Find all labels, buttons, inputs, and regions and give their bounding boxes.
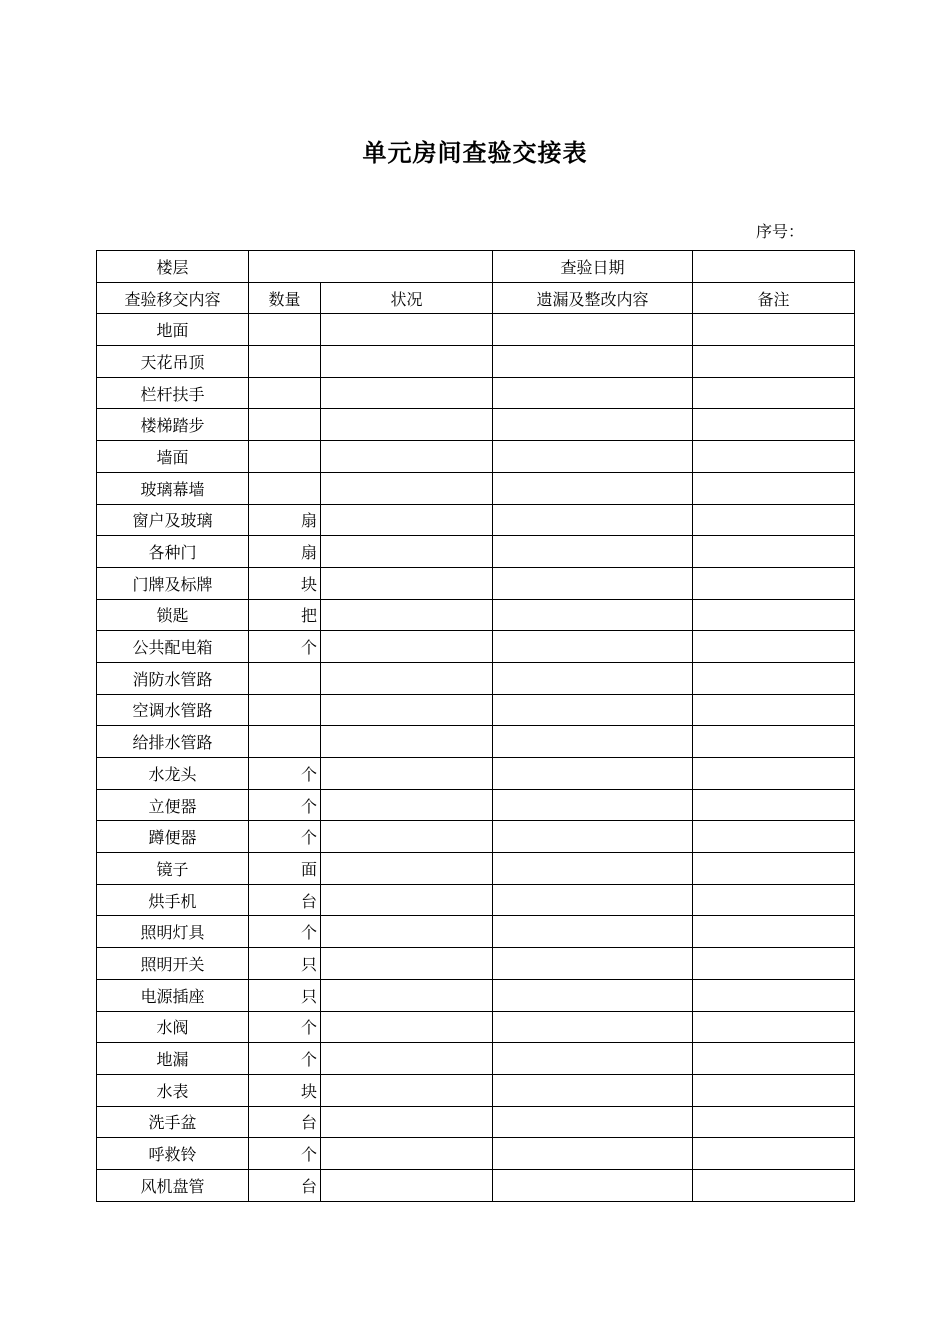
table-row — [97, 1074, 855, 1106]
column-header-condition: 状况 — [321, 282, 493, 314]
remarks-cell[interactable] — [693, 853, 855, 885]
table-row — [97, 884, 855, 916]
remarks-cell[interactable] — [693, 884, 855, 916]
omissions-cell[interactable] — [493, 726, 693, 758]
omissions-cell[interactable] — [493, 758, 693, 790]
quantity-cell[interactable] — [249, 441, 321, 473]
remarks-cell[interactable] — [693, 441, 855, 473]
table-row — [97, 662, 855, 694]
condition-cell[interactable] — [321, 884, 493, 916]
condition-cell[interactable] — [321, 377, 493, 409]
omissions-cell[interactable] — [493, 821, 693, 853]
omissions-cell[interactable] — [493, 377, 693, 409]
column-header-row — [97, 282, 855, 314]
column-header-omissions: 遗漏及整改内容 — [493, 282, 693, 314]
table-row — [97, 631, 855, 663]
quantity-cell[interactable] — [249, 662, 321, 694]
inspection-table — [96, 250, 855, 1202]
condition-cell[interactable] — [321, 1106, 493, 1138]
item-cell: 空调水管路 — [97, 694, 249, 726]
item-cell: 立便器 — [97, 789, 249, 821]
quantity-cell[interactable]: 个 — [249, 631, 321, 663]
condition-cell[interactable] — [321, 853, 493, 885]
remarks-cell[interactable] — [693, 314, 855, 346]
item-cell: 窗户及玻璃 — [97, 504, 249, 536]
item-cell: 照明开关 — [97, 948, 249, 980]
quantity-cell[interactable] — [249, 409, 321, 441]
remarks-cell[interactable] — [693, 599, 855, 631]
table-row — [97, 979, 855, 1011]
quantity-cell[interactable]: 把 — [249, 599, 321, 631]
omissions-cell[interactable] — [493, 853, 693, 885]
inspection-date-label: 查验日期 — [493, 251, 693, 283]
quantity-cell[interactable]: 个 — [249, 789, 321, 821]
omissions-cell[interactable] — [493, 1011, 693, 1043]
omissions-cell[interactable] — [493, 1106, 693, 1138]
condition-cell[interactable] — [321, 1011, 493, 1043]
remarks-cell[interactable] — [693, 758, 855, 790]
condition-cell[interactable] — [321, 948, 493, 980]
quantity-cell[interactable]: 个 — [249, 1011, 321, 1043]
quantity-cell[interactable]: 个 — [249, 1043, 321, 1075]
quantity-cell[interactable]: 个 — [249, 916, 321, 948]
table-row — [97, 472, 855, 504]
remarks-cell[interactable] — [693, 631, 855, 663]
quantity-cell[interactable]: 扇 — [249, 504, 321, 536]
table-row — [97, 916, 855, 948]
inspection-date-field[interactable] — [693, 251, 855, 283]
table-row — [97, 567, 855, 599]
quantity-cell[interactable]: 台 — [249, 1169, 321, 1201]
serial-number-label: 序号： — [756, 222, 805, 241]
omissions-cell[interactable] — [493, 314, 693, 346]
remarks-cell[interactable] — [693, 726, 855, 758]
condition-cell[interactable] — [321, 1074, 493, 1106]
omissions-cell[interactable] — [493, 662, 693, 694]
table-row — [97, 789, 855, 821]
condition-cell[interactable] — [321, 346, 493, 378]
condition-cell[interactable] — [321, 662, 493, 694]
table-row — [97, 314, 855, 346]
omissions-cell[interactable] — [493, 472, 693, 504]
column-header-quantity: 数量 — [249, 282, 321, 314]
remarks-cell[interactable] — [693, 377, 855, 409]
omissions-cell[interactable] — [493, 1169, 693, 1201]
table-row — [97, 758, 855, 790]
item-cell: 水表 — [97, 1074, 249, 1106]
item-cell: 电源插座 — [97, 979, 249, 1011]
item-cell: 门牌及标牌 — [97, 567, 249, 599]
remarks-cell[interactable] — [693, 1169, 855, 1201]
item-cell: 楼梯踏步 — [97, 409, 249, 441]
table-row — [97, 1138, 855, 1170]
page-title: 单元房间查验交接表 — [362, 138, 588, 167]
header-row-floor — [97, 251, 855, 283]
item-cell: 水阀 — [97, 1011, 249, 1043]
omissions-cell[interactable] — [493, 599, 693, 631]
remarks-cell[interactable] — [693, 1138, 855, 1170]
remarks-cell[interactable] — [693, 979, 855, 1011]
remarks-cell[interactable] — [693, 536, 855, 568]
omissions-cell[interactable] — [493, 346, 693, 378]
quantity-cell[interactable]: 只 — [249, 979, 321, 1011]
remarks-cell[interactable] — [693, 916, 855, 948]
condition-cell[interactable] — [321, 821, 493, 853]
condition-cell[interactable] — [321, 1138, 493, 1170]
quantity-cell[interactable]: 个 — [249, 758, 321, 790]
table-row — [97, 694, 855, 726]
condition-cell[interactable] — [321, 536, 493, 568]
remarks-cell[interactable] — [693, 346, 855, 378]
item-cell: 天花吊顶 — [97, 346, 249, 378]
quantity-cell[interactable] — [249, 694, 321, 726]
omissions-cell[interactable] — [493, 1138, 693, 1170]
omissions-cell[interactable] — [493, 567, 693, 599]
item-cell: 玻璃幕墙 — [97, 472, 249, 504]
condition-cell[interactable] — [321, 726, 493, 758]
omissions-cell[interactable] — [493, 631, 693, 663]
omissions-cell[interactable] — [493, 979, 693, 1011]
omissions-cell[interactable] — [493, 504, 693, 536]
item-cell: 呼救铃 — [97, 1138, 249, 1170]
condition-cell[interactable] — [321, 472, 493, 504]
quantity-cell[interactable] — [249, 314, 321, 346]
omissions-cell[interactable] — [493, 789, 693, 821]
table-row — [97, 1169, 855, 1201]
remarks-cell[interactable] — [693, 694, 855, 726]
table-row — [97, 726, 855, 758]
item-cell: 水龙头 — [97, 758, 249, 790]
floor-label: 楼层 — [97, 251, 249, 283]
remarks-cell[interactable] — [693, 1074, 855, 1106]
quantity-cell[interactable] — [249, 346, 321, 378]
table-row — [97, 377, 855, 409]
item-cell: 栏杆扶手 — [97, 377, 249, 409]
table-row — [97, 853, 855, 885]
remarks-cell[interactable] — [693, 789, 855, 821]
item-cell: 镜子 — [97, 853, 249, 885]
item-cell: 洗手盆 — [97, 1106, 249, 1138]
condition-cell[interactable] — [321, 758, 493, 790]
item-cell: 锁匙 — [97, 599, 249, 631]
quantity-cell[interactable] — [249, 472, 321, 504]
omissions-cell[interactable] — [493, 948, 693, 980]
condition-cell[interactable] — [321, 1169, 493, 1201]
remarks-cell[interactable] — [693, 662, 855, 694]
table-row — [97, 1011, 855, 1043]
condition-cell[interactable] — [321, 599, 493, 631]
condition-cell[interactable] — [321, 409, 493, 441]
omissions-cell[interactable] — [493, 441, 693, 473]
column-header-remarks: 备注 — [693, 282, 855, 314]
quantity-cell[interactable]: 块 — [249, 1074, 321, 1106]
quantity-cell[interactable]: 个 — [249, 821, 321, 853]
remarks-cell[interactable] — [693, 472, 855, 504]
table-row — [97, 409, 855, 441]
column-header-item: 查验移交内容 — [97, 282, 249, 314]
item-cell: 照明灯具 — [97, 916, 249, 948]
condition-cell[interactable] — [321, 567, 493, 599]
quantity-cell[interactable] — [249, 726, 321, 758]
condition-cell[interactable] — [321, 979, 493, 1011]
condition-cell[interactable] — [321, 504, 493, 536]
remarks-cell[interactable] — [693, 567, 855, 599]
quantity-cell[interactable]: 扇 — [249, 536, 321, 568]
condition-cell[interactable] — [321, 916, 493, 948]
condition-cell[interactable] — [321, 694, 493, 726]
quantity-cell[interactable]: 只 — [249, 948, 321, 980]
omissions-cell[interactable] — [493, 1074, 693, 1106]
quantity-cell[interactable]: 台 — [249, 1106, 321, 1138]
item-cell: 烘手机 — [97, 884, 249, 916]
remarks-cell[interactable] — [693, 1043, 855, 1075]
omissions-cell[interactable] — [493, 884, 693, 916]
item-cell: 消防水管路 — [97, 662, 249, 694]
table-row — [97, 504, 855, 536]
quantity-cell[interactable]: 块 — [249, 567, 321, 599]
item-cell: 蹲便器 — [97, 821, 249, 853]
item-cell: 地面 — [97, 314, 249, 346]
item-cell: 公共配电箱 — [97, 631, 249, 663]
quantity-cell[interactable]: 面 — [249, 853, 321, 885]
table-row — [97, 1043, 855, 1075]
table-row — [97, 536, 855, 568]
table-row — [97, 441, 855, 473]
table-row — [97, 599, 855, 631]
remarks-cell[interactable] — [693, 409, 855, 441]
quantity-cell[interactable] — [249, 377, 321, 409]
omissions-cell[interactable] — [493, 916, 693, 948]
item-cell: 地漏 — [97, 1043, 249, 1075]
item-cell: 墙面 — [97, 441, 249, 473]
condition-cell[interactable] — [321, 441, 493, 473]
condition-cell[interactable] — [321, 314, 493, 346]
quantity-cell[interactable]: 台 — [249, 884, 321, 916]
table-row — [97, 948, 855, 980]
remarks-cell[interactable] — [693, 504, 855, 536]
table-row — [97, 1106, 855, 1138]
item-cell: 各种门 — [97, 536, 249, 568]
condition-cell[interactable] — [321, 631, 493, 663]
item-cell: 风机盘管 — [97, 1169, 249, 1201]
remarks-cell[interactable] — [693, 821, 855, 853]
condition-cell[interactable] — [321, 1043, 493, 1075]
condition-cell[interactable] — [321, 789, 493, 821]
remarks-cell[interactable] — [693, 948, 855, 980]
table-row — [97, 821, 855, 853]
table-row — [97, 346, 855, 378]
remarks-cell[interactable] — [693, 1106, 855, 1138]
omissions-cell[interactable] — [493, 409, 693, 441]
quantity-cell[interactable]: 个 — [249, 1138, 321, 1170]
remarks-cell[interactable] — [693, 1011, 855, 1043]
floor-field[interactable] — [249, 251, 493, 283]
omissions-cell[interactable] — [493, 536, 693, 568]
omissions-cell[interactable] — [493, 694, 693, 726]
omissions-cell[interactable] — [493, 1043, 693, 1075]
item-cell: 给排水管路 — [97, 726, 249, 758]
